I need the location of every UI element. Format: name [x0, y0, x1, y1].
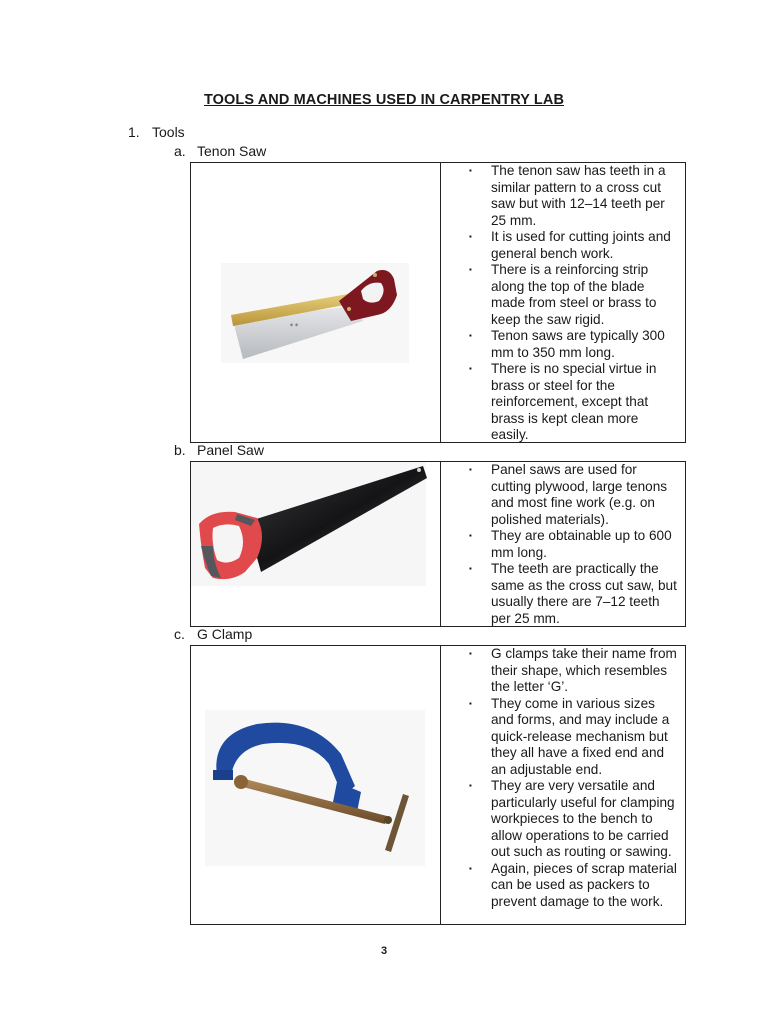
tool-table-tenon-saw: [190, 162, 686, 443]
list-item: ▪ It is used for cutting joints and general bench work.: [469, 229, 671, 261]
tool-description-cell: [441, 163, 685, 442]
list-item: ▪ Tenon saws are typically 300 mm to 350 mm long.: [469, 328, 665, 360]
bullet-list: [441, 646, 677, 910]
bullet-icon: ▪: [469, 564, 472, 573]
tool-letter: a.: [174, 143, 186, 159]
list-item: ▪ There is a reinforcing strip along the top of the blade made from steel or brass to keep the saw rigid.: [469, 262, 657, 327]
tool-image-cell: [191, 646, 441, 924]
tool-name: Panel Saw: [197, 442, 264, 458]
tool-name: G Clamp: [197, 626, 253, 642]
section-number: 1.: [128, 124, 140, 140]
tool-description-cell: [441, 462, 685, 626]
page-number: 3: [380, 945, 388, 957]
bullet-icon: ▪: [469, 863, 472, 873]
tenon-saw-image: [191, 163, 441, 442]
bullet-icon: ▪: [469, 649, 472, 658]
g-clamp-image: [191, 646, 441, 924]
bullet-icon: ▪: [469, 781, 472, 790]
list-item: ▪ The tenon saw has teeth in a similar pattern to a cross cut saw but with 12–14 teeth per 25 mm.: [469, 163, 666, 228]
bullet-icon: ▪: [469, 265, 472, 274]
bullet-icon: ▪: [469, 232, 472, 241]
tool-letter: b.: [174, 442, 186, 458]
page-title: TOOLS AND MACHINES USED IN CARPENTRY LAB: [203, 92, 565, 108]
list-item: ▪ They are very versatile and particularly useful for clamping workpieces to the bench to allow operations to be carried out such as routing or sawing.: [469, 778, 675, 859]
tool-table-panel-saw: [190, 461, 686, 627]
section-label: Tools: [152, 124, 185, 140]
tool-image-cell: [191, 462, 441, 626]
svg-text:✶✶: ✶✶: [289, 323, 300, 329]
bullet-icon: ▪: [469, 331, 472, 340]
list-item: ▪ There is no special virtue in brass or steel for the reinforcement, except that brass is kept clean more easily.: [469, 361, 657, 442]
tool-label-tenon-saw: [174, 143, 266, 159]
tool-description-cell: [441, 646, 685, 924]
list-item: ▪ The teeth are practically the same as the cross cut saw, but usually there are 7–12 teeth per 25 mm.: [469, 561, 677, 626]
bullet-icon: ▪: [469, 465, 472, 474]
bullet-icon: ▪: [469, 531, 472, 540]
tool-table-g-clamp: [190, 645, 686, 925]
tool-letter: c.: [174, 626, 185, 642]
list-item: ▪ They come in various sizes and forms, and may include a quick-release mechanism but they all have a fixed end and an adjustable end.: [469, 695, 670, 777]
bullet-icon: ▪: [469, 364, 472, 373]
tool-name: Tenon Saw: [197, 143, 267, 159]
tool-label-g-clamp: [174, 626, 252, 642]
list-item: ▪ They are obtainable up to 600 mm long.: [469, 528, 672, 560]
panel-saw-image: [191, 462, 441, 626]
list-item: ▪ G clamps take their name from their shape, which resembles the letter ‘G’.: [469, 646, 677, 694]
list-item: ▪ Panel saws are used for cutting plywood, large tenons and most fine work (e.g. on polished materials).: [469, 462, 668, 527]
bullet-icon: ▪: [469, 166, 472, 175]
bullet-icon: ▪: [469, 698, 472, 708]
bullet-list: [441, 163, 677, 444]
tool-label-panel-saw: [174, 442, 264, 458]
list-item: ▪ Again, pieces of scrap material can be used as packers to prevent damage to the work.: [469, 860, 677, 909]
tool-image-cell: [191, 163, 441, 442]
bullet-list: [441, 462, 677, 627]
